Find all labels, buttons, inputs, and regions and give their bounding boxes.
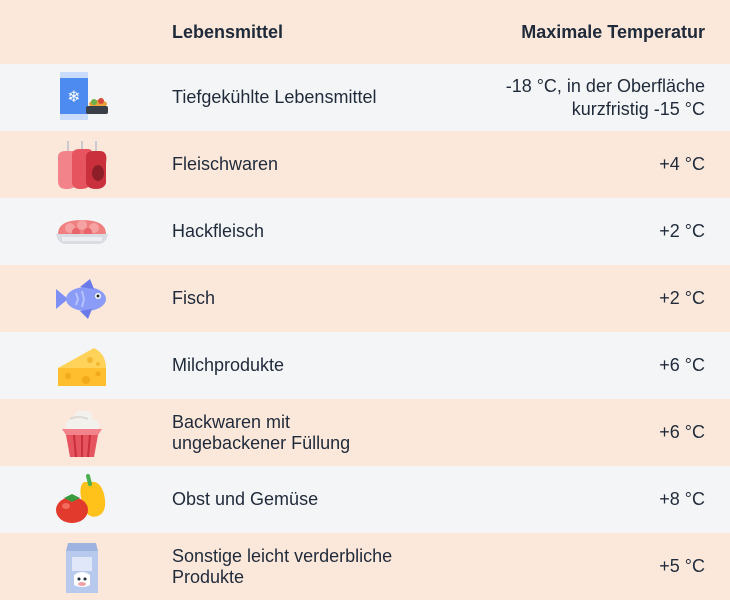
- max-temperature: [405, 421, 730, 444]
- table-row: [0, 332, 730, 399]
- header-food-label: Lebensmittel: [172, 21, 284, 42]
- table-row: [0, 198, 730, 265]
- temperature-line-2: kurzfristig -15 °C: [571, 98, 705, 119]
- table-row: [0, 466, 730, 533]
- food-name: Tiefgekühlte Lebensmittel: [172, 87, 377, 107]
- cheese-icon: [54, 338, 110, 394]
- table-row: [0, 533, 730, 600]
- temperature-line-1: +5 °C: [659, 556, 705, 576]
- svg-text:❄: ❄: [67, 86, 81, 106]
- table-row: [0, 399, 730, 466]
- temperature-line-1: +2 °C: [659, 221, 705, 241]
- header-temp-label: Maximale Temperatur: [521, 21, 705, 42]
- fish-icon: [54, 271, 110, 327]
- vegetables-icon: [54, 472, 110, 528]
- max-temperature: [405, 555, 730, 578]
- max-temperature: [405, 287, 730, 310]
- max-temperature: [405, 220, 730, 243]
- table-row: [0, 131, 730, 198]
- max-temperature: [405, 153, 730, 176]
- temperature-line-1: +4 °C: [659, 154, 705, 174]
- temperature-line-1: +6 °C: [659, 422, 705, 442]
- food-name: Fisch: [172, 288, 216, 308]
- food-name: Backwaren mit ungebackener Füllung: [172, 411, 351, 453]
- temperature-line-1: -18 °C, in der Oberfläche: [505, 75, 705, 96]
- food-name: Milchprodukte: [172, 355, 285, 375]
- milk-carton-icon: [54, 539, 110, 595]
- temperature-line-1: +6 °C: [659, 355, 705, 375]
- minced-meat-icon: [54, 204, 110, 260]
- table-header: [0, 0, 730, 64]
- food-name: Sonstige leicht verderbliche Produkte: [172, 545, 393, 587]
- temperature-line-1: +8 °C: [659, 489, 705, 509]
- meat-icon: [54, 137, 110, 193]
- cupcake-icon: [54, 405, 110, 461]
- food-name: Fleischwaren: [172, 154, 279, 174]
- food-name: Hackfleisch: [172, 221, 265, 241]
- table-row: [0, 64, 730, 131]
- max-temperature: [405, 354, 730, 377]
- max-temperature: [405, 488, 730, 511]
- table-row: [0, 265, 730, 332]
- temperature-line-1: +2 °C: [659, 288, 705, 308]
- food-name: Obst und Gemüse: [172, 489, 319, 509]
- frozen-food-icon: [54, 70, 110, 126]
- max-temperature: [405, 75, 730, 121]
